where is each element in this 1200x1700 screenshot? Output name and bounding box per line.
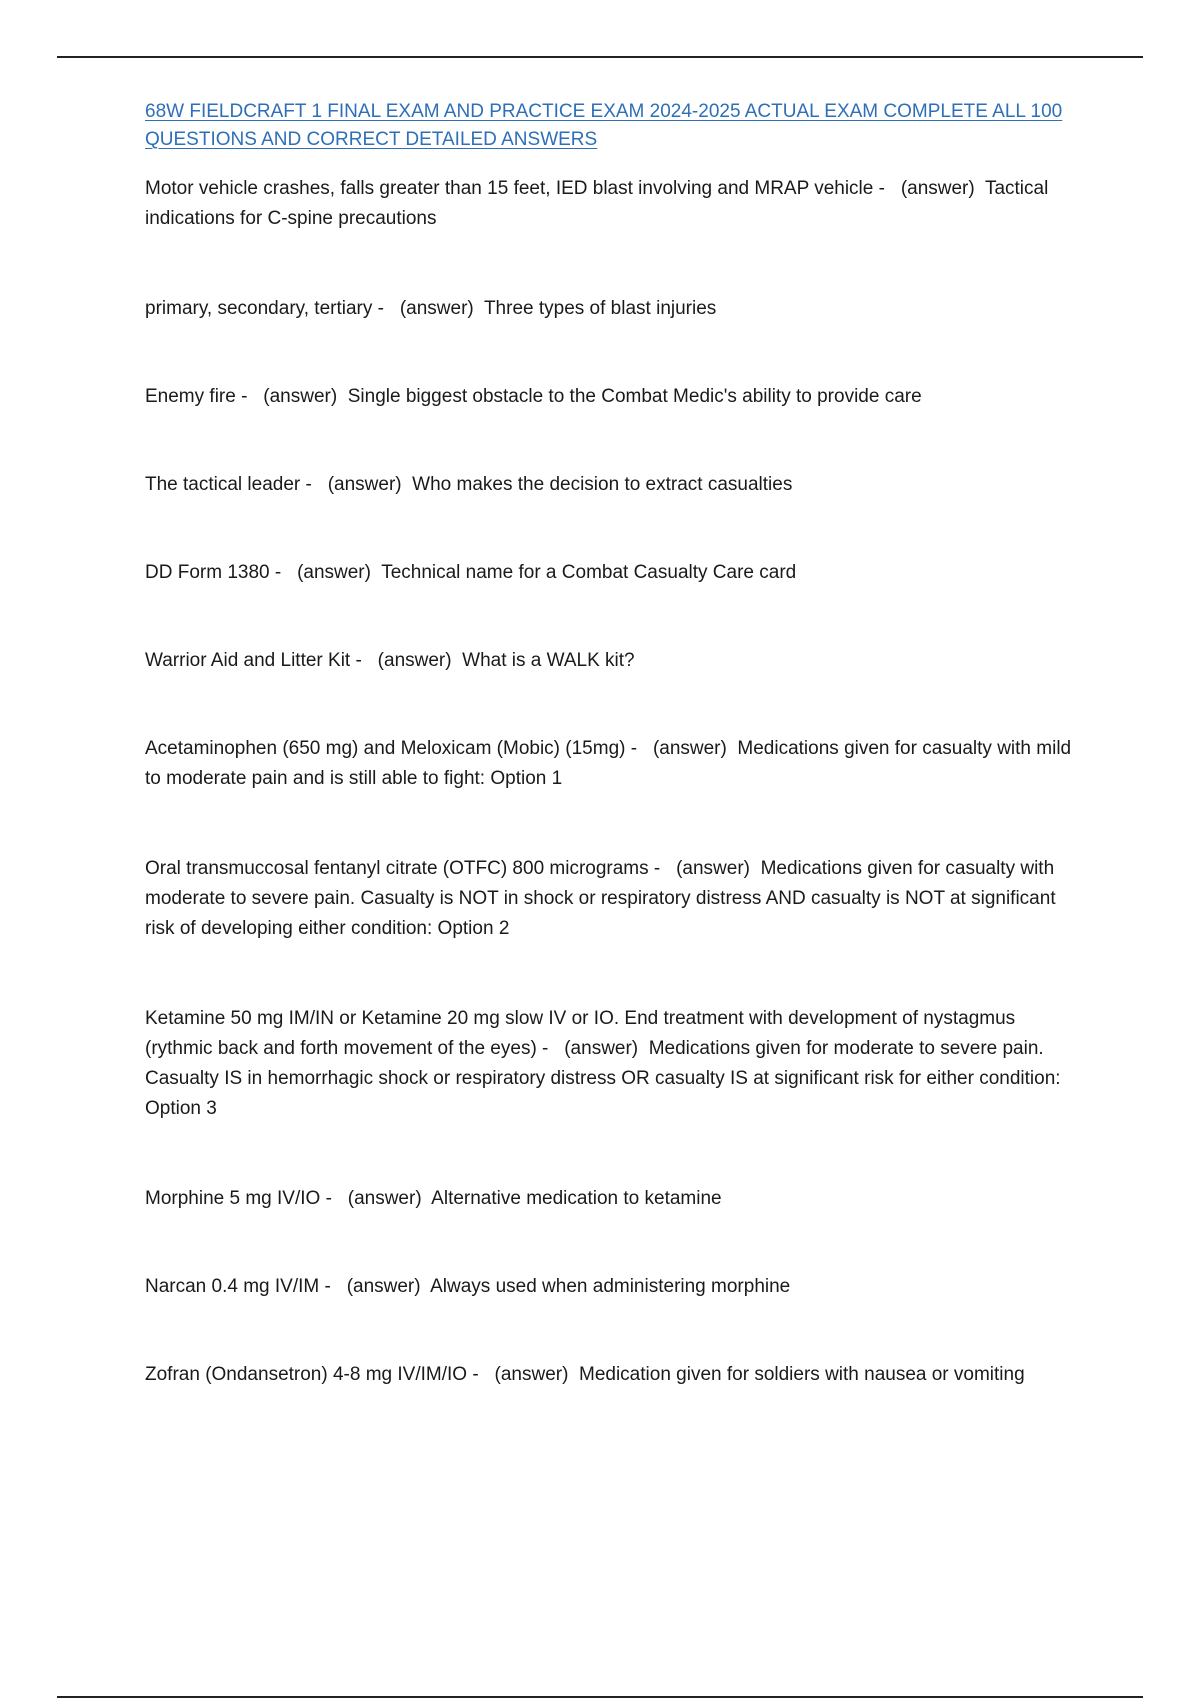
qa-definition: Tactical indications for C-spine precautions <box>145 178 1049 229</box>
qa-definition: Medications given for casualty with moderate to severe pain. Casualty is NOT in shock or respiratory distress AND casualty is NOT at significant risk of developing either condition: Option 2 <box>145 858 1056 939</box>
qa-term: Narcan 0.4 mg IV/IM <box>145 1276 320 1297</box>
qa-term: Zofran (Ondansetron) 4-8 mg IV/IM/IO <box>145 1364 468 1385</box>
answer-marker: (answer) <box>652 738 727 759</box>
answer-marker: (answer) <box>297 562 371 583</box>
qa-item: Zofran (Ondansetron) 4-8 mg IV/IM/IO - (answer) Medication given for soldiers with nausea or vomiting <box>145 1364 1025 1385</box>
qa-definition: Medication given for soldiers with nausea or vomiting <box>579 1364 1025 1385</box>
answer-marker: (answer) <box>346 1276 421 1297</box>
qa-item: Narcan 0.4 mg IV/IM - (answer) Always used when administering morphine <box>145 1276 791 1297</box>
top-divider <box>57 56 1143 58</box>
qa-definition: Single biggest obstacle to the Combat Medic's ability to provide care <box>347 386 922 407</box>
qa-item: Motor vehicle crashes, falls greater than 15 feet, IED blast involving and MRAP vehicle - (answer) Tactical indications for C-spine precautions <box>145 178 1049 229</box>
answer-marker: (answer) <box>399 298 474 319</box>
qa-item: Oral transmuccosal fentanyl citrate (OTFC) 800 micrograms - (answer) Medications given for casualty with moderate to severe pain. Casualty is NOT in shock or respiratory distress AND casualty is NOT at significant risk of developing either condition: Option 2 <box>145 858 1056 939</box>
document-title-link[interactable]: 68W FIELDCRAFT 1 FINAL EXAM AND PRACTICE EXAM 2024-2025 ACTUAL EXAM COMPLETE ALL 100 QUESTIONS AND CORRECT DETAILED ANSWERS <box>145 101 1063 150</box>
qa-definition: What is a WALK kit? <box>462 650 635 671</box>
qa-item: Ketamine 50 mg IM/IN or Ketamine 20 mg slow IV or IO. End treatment with development of nystagmus (rythmic back and forth movement of the eyes) - (answer) Medications given for moderate to severe pain. Casualty IS in hemorrhagic shock or respiratory distress OR casualty IS at significant risk for either condition: Option 3 <box>145 1008 1061 1119</box>
qa-definition: Alternative medication to ketamine <box>431 1188 722 1209</box>
qa-term: Enemy fire <box>145 386 236 407</box>
qa-item: primary, secondary, tertiary - (answer) Three types of blast injuries <box>145 298 717 319</box>
qa-term: Ketamine 50 mg IM/IN or Ketamine 20 mg slow IV or IO. End treatment with development of nystagmus (rythmic back and forth movement of the eyes) <box>145 1008 1016 1059</box>
qa-term: Morphine 5 mg IV/IO <box>145 1188 321 1209</box>
qa-item: Warrior Aid and Litter Kit - (answer) What is a WALK kit? <box>145 650 635 671</box>
qa-definition: Medications given for moderate to severe pain. Casualty IS in hemorrhagic shock or respiratory distress OR casualty IS at significant risk for either condition: Option 3 <box>145 1038 1061 1119</box>
qa-definition: Three types of blast injuries <box>483 298 717 319</box>
qa-item: DD Form 1380 - (answer) Technical name for a Combat Casualty Care card <box>145 562 797 583</box>
answer-marker: (answer) <box>263 386 338 407</box>
bottom-divider <box>57 1696 1143 1698</box>
qa-definition: Technical name for a Combat Casualty Care card <box>381 562 797 583</box>
qa-term: Warrior Aid and Litter Kit <box>145 650 351 671</box>
qa-item: The tactical leader - (answer) Who makes the decision to extract casualties <box>145 474 793 495</box>
answer-marker: (answer) <box>676 858 750 879</box>
answer-marker: (answer) <box>327 474 402 495</box>
qa-term: Motor vehicle crashes, falls greater than 15 feet, IED blast involving and MRAP vehicle <box>145 178 874 199</box>
qa-item: Enemy fire - (answer) Single biggest obstacle to the Combat Medic's ability to provide care <box>145 386 922 407</box>
qa-term: primary, secondary, tertiary <box>145 298 373 319</box>
qa-term: Acetaminophen (650 mg) and Meloxicam (Mobic) (15mg) <box>145 738 626 759</box>
answer-marker: (answer) <box>900 178 975 199</box>
qa-definition: Who makes the decision to extract casualties <box>412 474 793 495</box>
document-body <box>145 98 1085 1390</box>
answer-marker: (answer) <box>347 1188 422 1209</box>
qa-term: The tactical leader <box>145 474 301 495</box>
qa-definition: Always used when administering morphine <box>430 1276 791 1297</box>
qa-item: Acetaminophen (650 mg) and Meloxicam (Mobic) (15mg) - (answer) Medications given for casualty with mild to moderate pain and is still able to fight: Option 1 <box>145 738 1072 789</box>
qa-term: Oral transmuccosal fentanyl citrate (OTFC) 800 micrograms <box>145 858 649 879</box>
answer-marker: (answer) <box>377 650 452 671</box>
qa-item: Morphine 5 mg IV/IO - (answer) Alternative medication to ketamine <box>145 1188 722 1209</box>
answer-marker: (answer) <box>564 1038 639 1059</box>
qa-term: DD Form 1380 <box>145 562 270 583</box>
answer-marker: (answer) <box>494 1364 569 1385</box>
qa-definition: Medications given for casualty with mild to moderate pain and is still able to fight: Option 1 <box>145 738 1072 789</box>
